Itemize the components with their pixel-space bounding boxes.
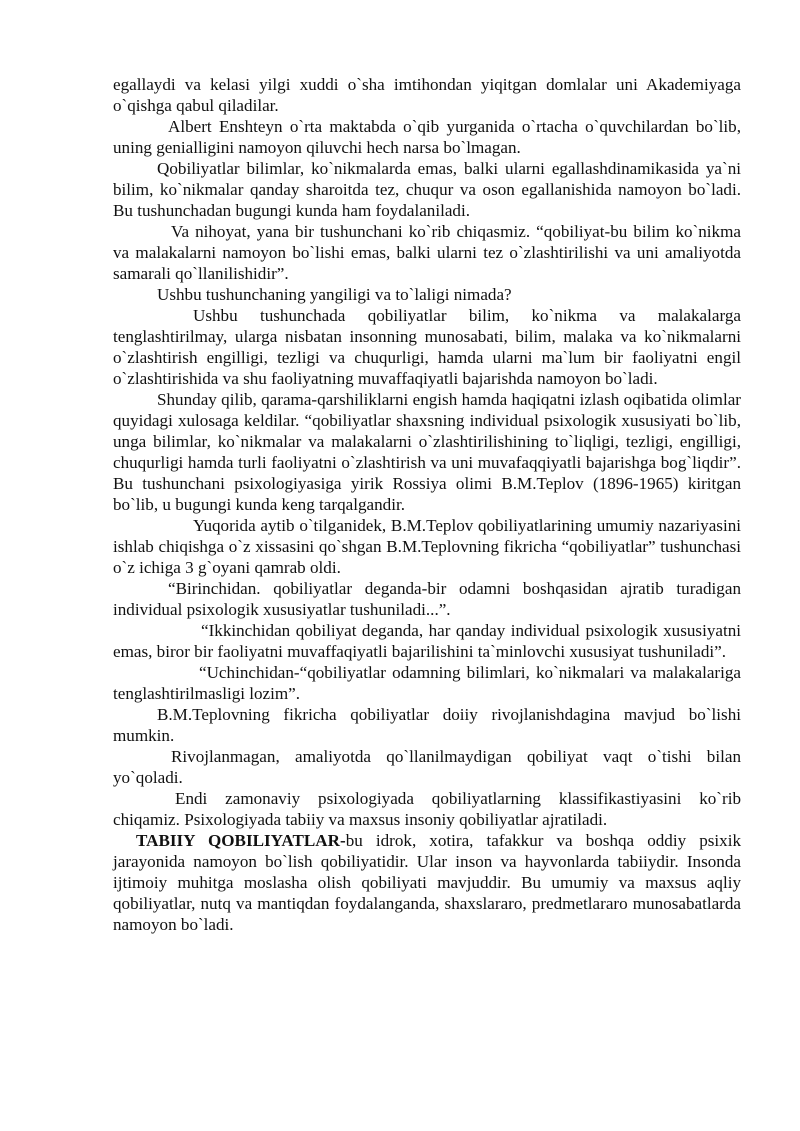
paragraph-abilities-dynamics: Qobiliyatlar bilimlar, ko`nikmalarda emas, balki ularni egallashdinamikasida ya`ni bilim, ko`nikmalar qanday sharoitda tez, chuqur va oson egallanishida namoyon bo`ladi. Bu tushunchadan bugungi kunda ham foydalaniladi.: [113, 159, 741, 220]
paragraph-classification: Endi zamonaviy psixologiyada qobiliyatlarning klassifikastiyasini ko`rib chiqamiz. Psixologiyada tabiiy va maxsus insoniy qobiliyatlar ajratiladi.: [113, 789, 741, 829]
paragraph-undeveloped: Rivojlanmagan, amaliyotda qo`llanilmaydigan qobiliyat vaqt o`tishi bilan yo`qoladi.: [113, 747, 741, 787]
paragraph-concept-explained: Ushbu tushunchada qobiliyatlar bilim, ko`nikma va malakalarga tenglashtirilmay, ularga nisbatan insonning munosabati, bilim, malaka va ko`nikmalarni o`zlashtirish engilligi, tezligi va chuqurligi, hamda ularni ma`lum bir faoliyatni engil o`zlashtirishida va shu faoliyatning muvaffaqiyatli bajarishda namoyon bo`ladi.: [113, 306, 741, 388]
natural-abilities-text: bu idrok, xotira, tafakkur va boshqa oddiy psixik jarayonida namoyon bo`lish qobiliyatidir. Ular inson va hayvonlarda tabiiydir. Insonda ijtimoiy muhitga moslasha olish qobiliyati mavjuddir. Bu umumiy va maxsus aqliy qobiliyatlar, nutq va mantiqdan foydalanganda, shaxslararo, predmetlararo munosabatlarda namoyon bo`ladi.: [113, 831, 741, 934]
paragraph-second-idea: “Ikkinchidan qobiliyat deganda, har qanday individual psixologik xususiyatni emas, biror bir faoliyatni muvaffaqiyatli bajarilishini ta`minlovchi xususiyat tushuniladi”.: [113, 621, 741, 661]
document-page: [113, 74, 741, 935]
paragraph-natural-abilities: [113, 830, 741, 935]
term-natural-abilities: TABIIY QOBILIYATLAR-: [136, 831, 346, 850]
paragraph-einstein: Albert Enshteyn o`rta maktabda o`qib yurganida o`rtacha o`quvchilardan bo`lib, uning genialligini namoyon qiluvchi hech narsa bo`lmagan.: [113, 117, 741, 157]
paragraph-third-idea: “Uchinchidan-“qobiliyatlar odamning bilimlari, ko`nikmalari va malakalariga tenglashtirilmasligi lozim”.: [113, 663, 741, 703]
paragraph-continuation: egallaydi va kelasi yilgi xuddi o`sha imtihondan yiqitgan domlalar uni Akademiyaga o`qishga qabul qiladilar.: [113, 75, 741, 115]
paragraph-teplov-three-ideas: Yuqorida aytib o`tilganidek, B.M.Teplov qobiliyatlarining umumiy nazariyasini ishlab chiqishga o`z xissasini qo`shgan B.M.Teplovning fikricha “qobiliyatlar” tushunchasi o`z ichiga 3 g`oyani qamrab oldi.: [113, 516, 741, 577]
paragraph-first-idea: “Birinchidan. qobiliyatlar deganda-bir odamni boshqasidan ajratib turadigan individual psixologik xususiyatlar tushuniladi...”.: [113, 579, 741, 619]
paragraph-development: B.M.Teplovning fikricha qobiliyatlar doiiy rivojlanishdagina mavjud bo`lishi mumkin.: [113, 705, 741, 745]
paragraph-teplov-definition: Shunday qilib, qarama-qarshiliklarni engish hamda haqiqatni izlash oqibatida olimlar quyidagi xulosaga keldilar. “qobiliyatlar shaxsning individual psixologik xususiyati bo`lib, unga bilimlar, ko`nikmalar va malakalarni o`zlashtirilishining to`liqligi, tezligi, engilligi, chuqurligi hamda turli faoliyatni o`zlashtirish va uni muvafaqqiyatli bajarishga bog`liqdir”. Bu tushunchani psixologiyasiga yirik Rossiya olimi B.M.Teplov (1896-1965) kiritgan bo`lib, u bugungi kunda keng tarqalgandir.: [113, 390, 741, 514]
paragraph-another-concept: Va nihoyat, yana bir tushunchani ko`rib chiqasmiz. “qobiliyat-bu bilim ko`nikma va malakalarni namoyon bo`lishi emas, balki ularni tez o`zlashtirilishi va uni amaliyotda samarali qo`llanilishidir”.: [113, 222, 741, 283]
paragraph-question: Ushbu tushunchaning yangiligi va to`laligi nimada?: [157, 285, 512, 304]
